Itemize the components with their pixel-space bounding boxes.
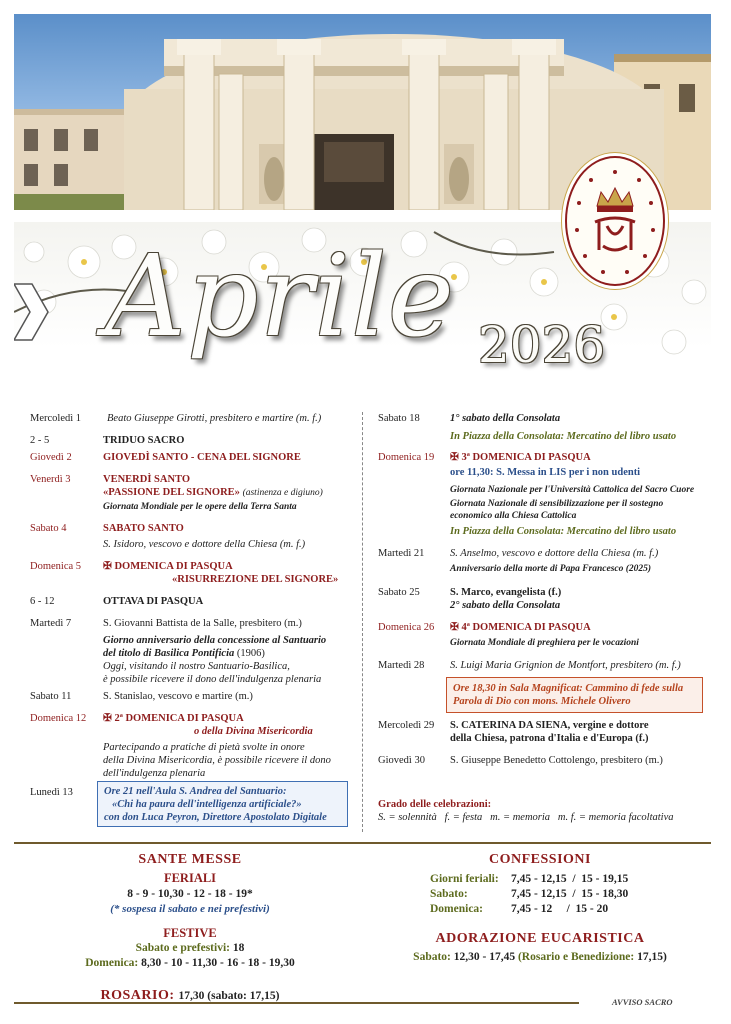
event-day: Martedì 7 <box>30 618 72 629</box>
event-day: Domenica 26 <box>378 622 435 633</box>
event-note: Anniversario della morte di Papa Francesco (2025) <box>450 564 652 574</box>
sun-times: 8,30 - 10 - 11,30 - 16 - 18 - 19,30 <box>141 957 295 969</box>
rosary-times: 17,30 (sabato: 17,15) <box>178 990 280 1002</box>
event-title: 4ª DOMENICA DI PASQUA <box>461 622 591 633</box>
event-note: Giornata Mondiale per le opere della Terra Santa <box>103 502 297 512</box>
event-text: Ore 18,30 in Sala Magnificat: Cammino di fede sulla <box>453 683 684 694</box>
event-text: della Chiesa, patrona d'Italia e d'Europa (f.) <box>450 733 649 744</box>
event-text: S. Anselmo, vescovo e dottore della Chiesa (m. f.) <box>450 548 659 559</box>
event-title: 2ª DOMENICA DI PASQUA <box>114 713 244 724</box>
event-note: (astinenza e digiuno) <box>242 488 323 498</box>
event-note: Oggi, visitando il nostro Santuario-Basilica, <box>103 661 290 672</box>
event-day: Mercoledì 29 <box>378 720 435 731</box>
event-apr-19 <box>378 451 708 546</box>
event-note: Giorno anniversario della concessione al Santuario <box>103 635 327 646</box>
feriali-note: (* sospesa il sabato e nei prefestivi) <box>110 903 270 915</box>
event-text: S. Isidoro, vescovo e dottore della Chiesa (m. f.) <box>103 539 306 550</box>
festive-sunday <box>40 957 340 969</box>
event-subtitle: o della Divina Misericordia <box>194 726 313 737</box>
sat-times: 18 <box>232 942 245 954</box>
cross-icon: ✠ <box>103 561 112 572</box>
event-title: S. Marco, evangelista (f.) <box>450 587 562 598</box>
column-divider <box>362 412 363 832</box>
sat-label: Sabato e prefestivi: <box>135 942 230 954</box>
event-text: S. Giovanni Battista de la Salle, presbitero (m.) <box>103 618 302 629</box>
event-text: Parola di Dio con mons. Michele Olivero <box>453 696 631 707</box>
crown-monogram-icon <box>567 158 663 284</box>
month-title: Aprile <box>105 232 456 362</box>
cross-icon: ✠ <box>450 622 459 633</box>
event-text: GIOVEDÌ SANTO - CENA DEL SIGNORE <box>103 452 301 463</box>
event-note: del titolo di Basilica Pontificia <box>103 648 235 659</box>
event-text: Ore 21 nell'Aula S. Andrea del Santuario: <box>104 786 287 797</box>
event-day: Martedì 28 <box>378 660 425 671</box>
event-title: 3ª DOMENICA DI PASQUA <box>461 452 591 463</box>
adoration-hours: 12,30 - 17,45 <box>453 951 516 963</box>
event-text: S. Giuseppe Benedetto Cottolengo, presbitero (m.) <box>450 755 663 766</box>
event-text: con don Luca Peyron, Direttore Apostolato Digitale <box>104 812 327 823</box>
event-day: 6 - 12 <box>30 596 55 607</box>
event-title: VENERDÌ SANTO <box>103 474 191 485</box>
event-day: Sabato 18 <box>378 413 420 424</box>
event-text: In Piazza della Consolata: Mercatino del libro usato <box>450 526 677 537</box>
event-title: SABATO SANTO <box>103 523 184 534</box>
festive-label: FESTIVE <box>163 926 217 940</box>
event-text: 2° sabato della Consolata <box>450 600 561 611</box>
event-title: S. CATERINA DA SIENA, vergine e dottore <box>450 720 649 731</box>
event-apr-28-box <box>446 677 703 713</box>
event-note: della Divina Misericordia, è possibile ricevere il dono <box>103 755 331 766</box>
event-day: Sabato 25 <box>378 587 420 598</box>
event-year: (1906) <box>236 648 265 659</box>
feriali-label: FERIALI <box>163 871 217 885</box>
event-apr-13-box <box>97 781 348 827</box>
confession-row <box>430 873 629 886</box>
confession-row <box>430 888 629 901</box>
feriali-times: 8 - 9 - 10,30 - 12 - 18 - 19* <box>127 888 253 900</box>
adoration-title: ADORAZIONE EUCARISTICA <box>435 931 645 946</box>
adoration-label: Sabato: <box>413 951 451 963</box>
cross-icon: ✠ <box>103 713 112 724</box>
year-title: 2026 <box>478 316 606 374</box>
event-day: Martedì 21 <box>378 548 425 559</box>
divider-bottom <box>14 1002 579 1004</box>
event-day: Lunedì 13 <box>30 787 73 798</box>
event-day: Sabato 4 <box>30 523 67 534</box>
event-note: Giornata Nazionale per l'Università Cattolica del Sacro Cuore <box>450 485 695 495</box>
sun-label: Domenica: <box>85 957 139 969</box>
event-subtitle: «PASSIONE DEL SIGNORE» <box>103 487 240 498</box>
event-day: 2 - 5 <box>30 435 50 446</box>
event-apr-3 <box>30 473 360 513</box>
event-day: Domenica 5 <box>30 561 82 572</box>
event-day: Domenica 19 <box>378 452 435 463</box>
event-day: Mercoledì 1 <box>30 413 82 424</box>
event-text: S. Stanislao, vescovo e martire (m.) <box>103 691 253 702</box>
row-label: Giorni feriali: <box>430 873 499 885</box>
event-day: Giovedì 30 <box>378 755 425 766</box>
confessions-title: CONFESSIONI <box>489 852 591 867</box>
event-note: Giornata Nazionale di sensibilizzazione per il sostegno <box>450 499 664 509</box>
adoration-note: (Rosario e Benedizione: <box>517 951 635 963</box>
footer-label: AVVISO SACRO <box>612 997 673 1007</box>
festive-saturday <box>40 942 340 954</box>
masses-title: SANTE MESSE <box>138 852 242 867</box>
cross-icon: ✠ <box>450 452 459 463</box>
row-times: 7,45 - 12 / 15 - 20 <box>511 903 609 915</box>
event-day: Sabato 11 <box>30 691 72 702</box>
event-note: economico alla Chiesa Cattolica <box>450 511 577 521</box>
event-text: Beato Giuseppe Girotti, presbitero e martire (m. f.) <box>107 413 322 424</box>
event-note: Giornata Mondiale di preghiera per le vocazioni <box>450 638 639 648</box>
row-times: 7,45 - 12,15 / 15 - 19,15 <box>511 873 629 885</box>
event-text: In Piazza della Consolata: Mercatino del libro usato <box>450 431 677 442</box>
event-text: «Chi ha paura dell'intelligenza artificiale?» <box>112 799 302 810</box>
adoration-note-time: 17,15) <box>637 951 667 963</box>
legend-text: S. = solennità f. = festa m. = memoria m. f. = memoria facoltativa <box>378 812 674 823</box>
event-subtitle: «RISURREZIONE DEL SIGNORE» <box>172 574 339 585</box>
rosary-label: ROSARIO: <box>100 988 175 1003</box>
event-text: OTTAVA DI PASQUA <box>103 596 204 607</box>
event-apr-12 <box>30 712 360 779</box>
event-day: Giovedì 2 <box>30 452 72 463</box>
row-label: Domenica: <box>430 903 484 915</box>
row-times: 7,45 - 12,15 / 15 - 18,30 <box>511 888 629 900</box>
legend-title: Grado delle celebrazioni: <box>378 799 492 810</box>
event-text: ore 11,30: S. Messa in LIS per i non udenti <box>450 467 641 478</box>
confession-row <box>430 903 609 916</box>
event-text: S. Luigi Maria Grignion de Montfort, presbitero (m. f.) <box>450 660 681 671</box>
event-day: Venerdì 3 <box>30 474 71 485</box>
row-label: Sabato: <box>430 888 468 900</box>
adoration-times <box>380 951 700 963</box>
consolata-seal <box>565 156 665 286</box>
event-note: dell'indulgenza plenaria <box>103 768 206 779</box>
event-text: TRIDUO SACRO <box>103 435 185 446</box>
event-title: DOMENICA DI PASQUA <box>114 561 233 572</box>
divider-top <box>14 842 711 844</box>
event-day: Domenica 12 <box>30 713 87 724</box>
event-note: Partecipando a pratiche di pietà svolte in onore <box>103 742 305 753</box>
event-apr-7 <box>30 617 360 687</box>
event-note: è possibile ricevere il dono dell'indulgenza plenaria <box>103 674 322 685</box>
event-title: 1° sabato della Consolata <box>450 413 561 424</box>
